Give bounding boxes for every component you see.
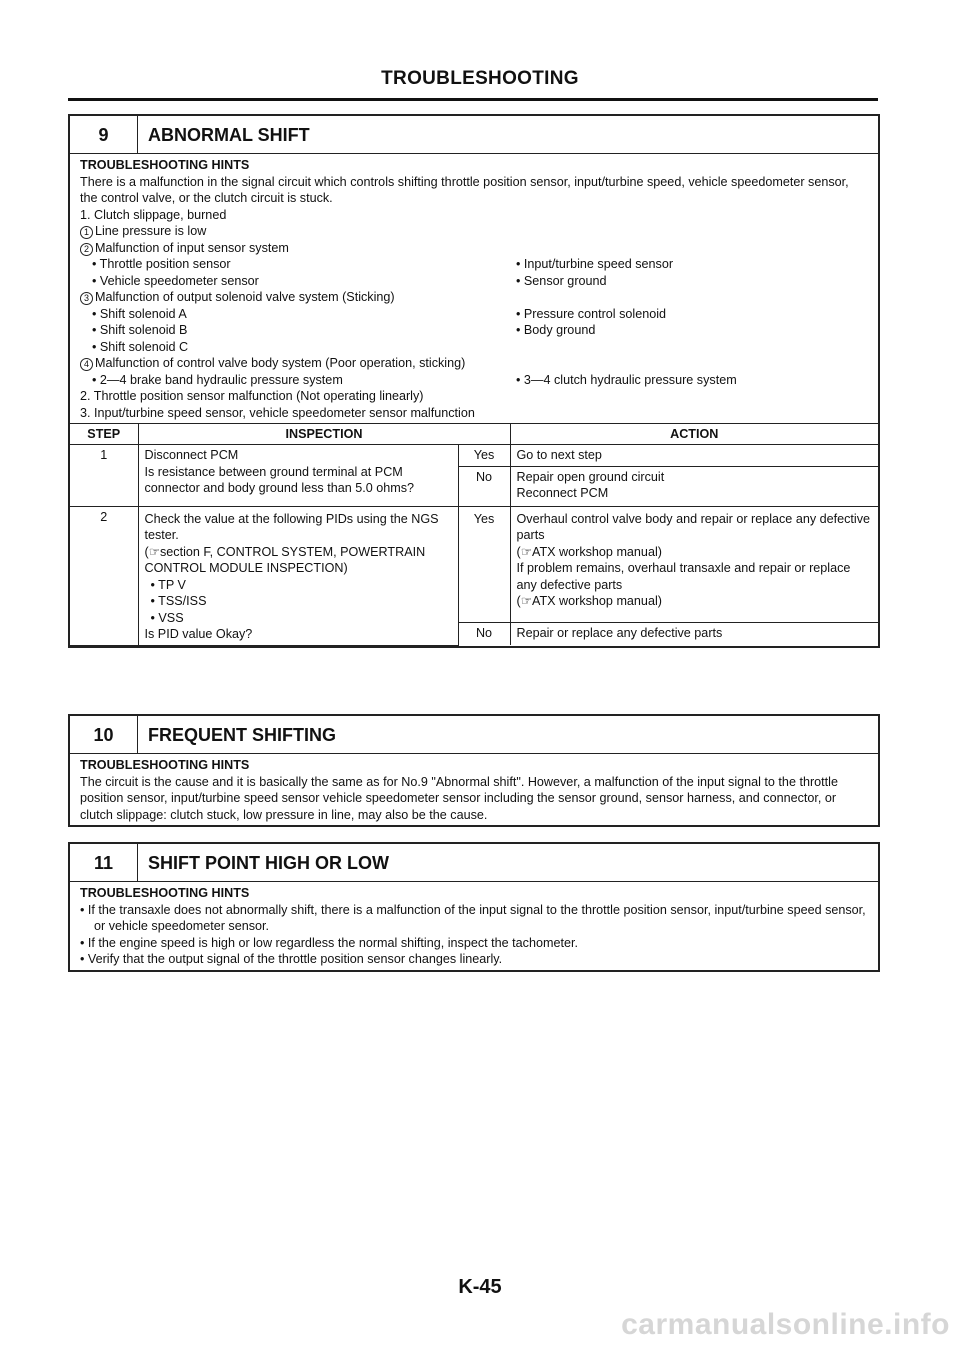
hints-heading: TROUBLESHOOTING HINTS <box>80 886 250 900</box>
section-abnormal-shift <box>68 114 880 648</box>
list-item: • If the engine speed is high or low regardless the normal shifting, inspect the tachometer. <box>80 935 578 950</box>
circled-number-icon: 3 <box>80 292 93 305</box>
step-number: 2 <box>70 506 138 645</box>
inspection-cell: Check the value at the following PIDs using the NGS tester. (☞section F, CONTROL SYSTEM, POWERTRAIN CONTROL MODULE INSPECTION) • TP V • TSS/ISS • VSS Is PID value Okay? <box>138 506 458 645</box>
section-header <box>70 716 878 754</box>
troubleshooting-hints <box>70 754 878 825</box>
list-item: • Vehicle speedometer sensor • Sensor ground <box>92 273 607 288</box>
section-number: 9 <box>70 116 138 154</box>
section-title: ABNORMAL SHIFT <box>148 125 310 145</box>
hint-circled-1: 1 Line pressure is low <box>80 223 868 240</box>
result-yes: Yes <box>458 506 510 623</box>
hints-heading: TROUBLESHOOTING HINTS <box>80 758 250 772</box>
section-number: 10 <box>70 716 138 754</box>
list-item: • 2—4 brake band hydraulic pressure system • 3—4 clutch hydraulic pressure system <box>92 372 737 387</box>
hint-circled-3: 3 Malfunction of output solenoid valve system (Sticking) <box>80 289 868 306</box>
list-item: • Shift solenoid A • Pressure control solenoid <box>92 306 667 321</box>
result-no: No <box>458 623 510 645</box>
list-item: • Shift solenoid B • Body ground <box>92 323 596 337</box>
circled-number-icon: 2 <box>80 243 93 256</box>
troubleshooting-hints <box>70 882 878 970</box>
table-row <box>70 506 878 623</box>
hints-text: The circuit is the cause and it is basically the same as for No.9 "Abnormal shift". However, a malfunction of the input signal to the throttle position sensor, input/turbine speed sensor vehicle speedometer sensor including the sensor ground, sensor harness, and connector, or clutch slippage: clutch stuck, low pressure in line, may also be the cause. <box>80 774 838 822</box>
section-title: SHIFT POINT HIGH OR LOW <box>148 853 389 873</box>
inspection-cell: Disconnect PCM Is resistance between ground terminal at PCM connector and body ground less than 5.0 ohms? <box>138 445 458 507</box>
table-row <box>70 445 878 467</box>
watermark[interactable]: carmanualsonline.info <box>621 1308 950 1341</box>
hints-intro: There is a malfunction in the signal circuit which controls shifting throttle position sensor, input/turbine speed, vehicle speedometer sensor, the control valve, or the clutch circuit is stuck. <box>80 174 849 205</box>
column-header-inspection: INSPECTION <box>138 424 510 445</box>
page-title: TROUBLESHOOTING <box>381 68 579 89</box>
section-shift-point <box>68 842 880 972</box>
section-header <box>70 116 878 154</box>
list-item: • Throttle position sensor • Input/turbine speed sensor <box>92 257 674 271</box>
list-item: • Shift solenoid C <box>92 339 189 354</box>
column-header-action: ACTION <box>510 424 878 445</box>
hint-circled-2: 2 Malfunction of input sensor system <box>80 240 868 257</box>
troubleshooting-hints <box>70 154 878 423</box>
section-frequent-shifting <box>68 714 880 827</box>
section-number: 11 <box>70 844 138 882</box>
action-cell: Repair or replace any defective parts <box>510 623 878 645</box>
table-header-row <box>70 424 878 445</box>
hint-circled-4: 4 Malfunction of control valve body system (Poor operation, sticking) <box>80 355 868 372</box>
title-rule <box>68 98 878 101</box>
circled-number-icon: 1 <box>80 226 93 239</box>
hint-item-1: 1. Clutch slippage, burned <box>80 207 227 222</box>
result-yes: Yes <box>458 445 510 467</box>
step-number: 1 <box>70 445 138 507</box>
section-header <box>70 844 878 882</box>
section-title: FREQUENT SHIFTING <box>148 725 336 745</box>
page-number: K-45 <box>458 1276 502 1298</box>
column-header-step: STEP <box>70 424 138 445</box>
inspection-table <box>70 423 878 646</box>
result-no: No <box>458 466 510 506</box>
action-cell: Go to next step <box>510 445 878 467</box>
hint-item-3: 3. Input/turbine speed sensor, vehicle speedometer sensor malfunction <box>80 405 475 420</box>
hints-heading: TROUBLESHOOTING HINTS <box>80 158 250 172</box>
circled-number-icon: 4 <box>80 358 93 371</box>
action-cell: Repair open ground circuit Reconnect PCM <box>510 466 878 506</box>
hint-item-2: 2. Throttle position sensor malfunction (Not operating linearly) <box>80 389 424 403</box>
list-item: • Verify that the output signal of the throttle position sensor changes linearly. <box>80 952 503 966</box>
action-cell: Overhaul control valve body and repair or replace any defective parts (☞ATX workshop manual) If problem remains, overhaul transaxle and repair or replace any defective parts (☞ATX workshop manual) <box>510 506 878 623</box>
list-item: • If the transaxle does not abnormally shift, there is a malfunction of the input signal to the throttle position sensor, input/turbine speed sensor, or vehicle speedometer sensor. <box>80 902 866 933</box>
